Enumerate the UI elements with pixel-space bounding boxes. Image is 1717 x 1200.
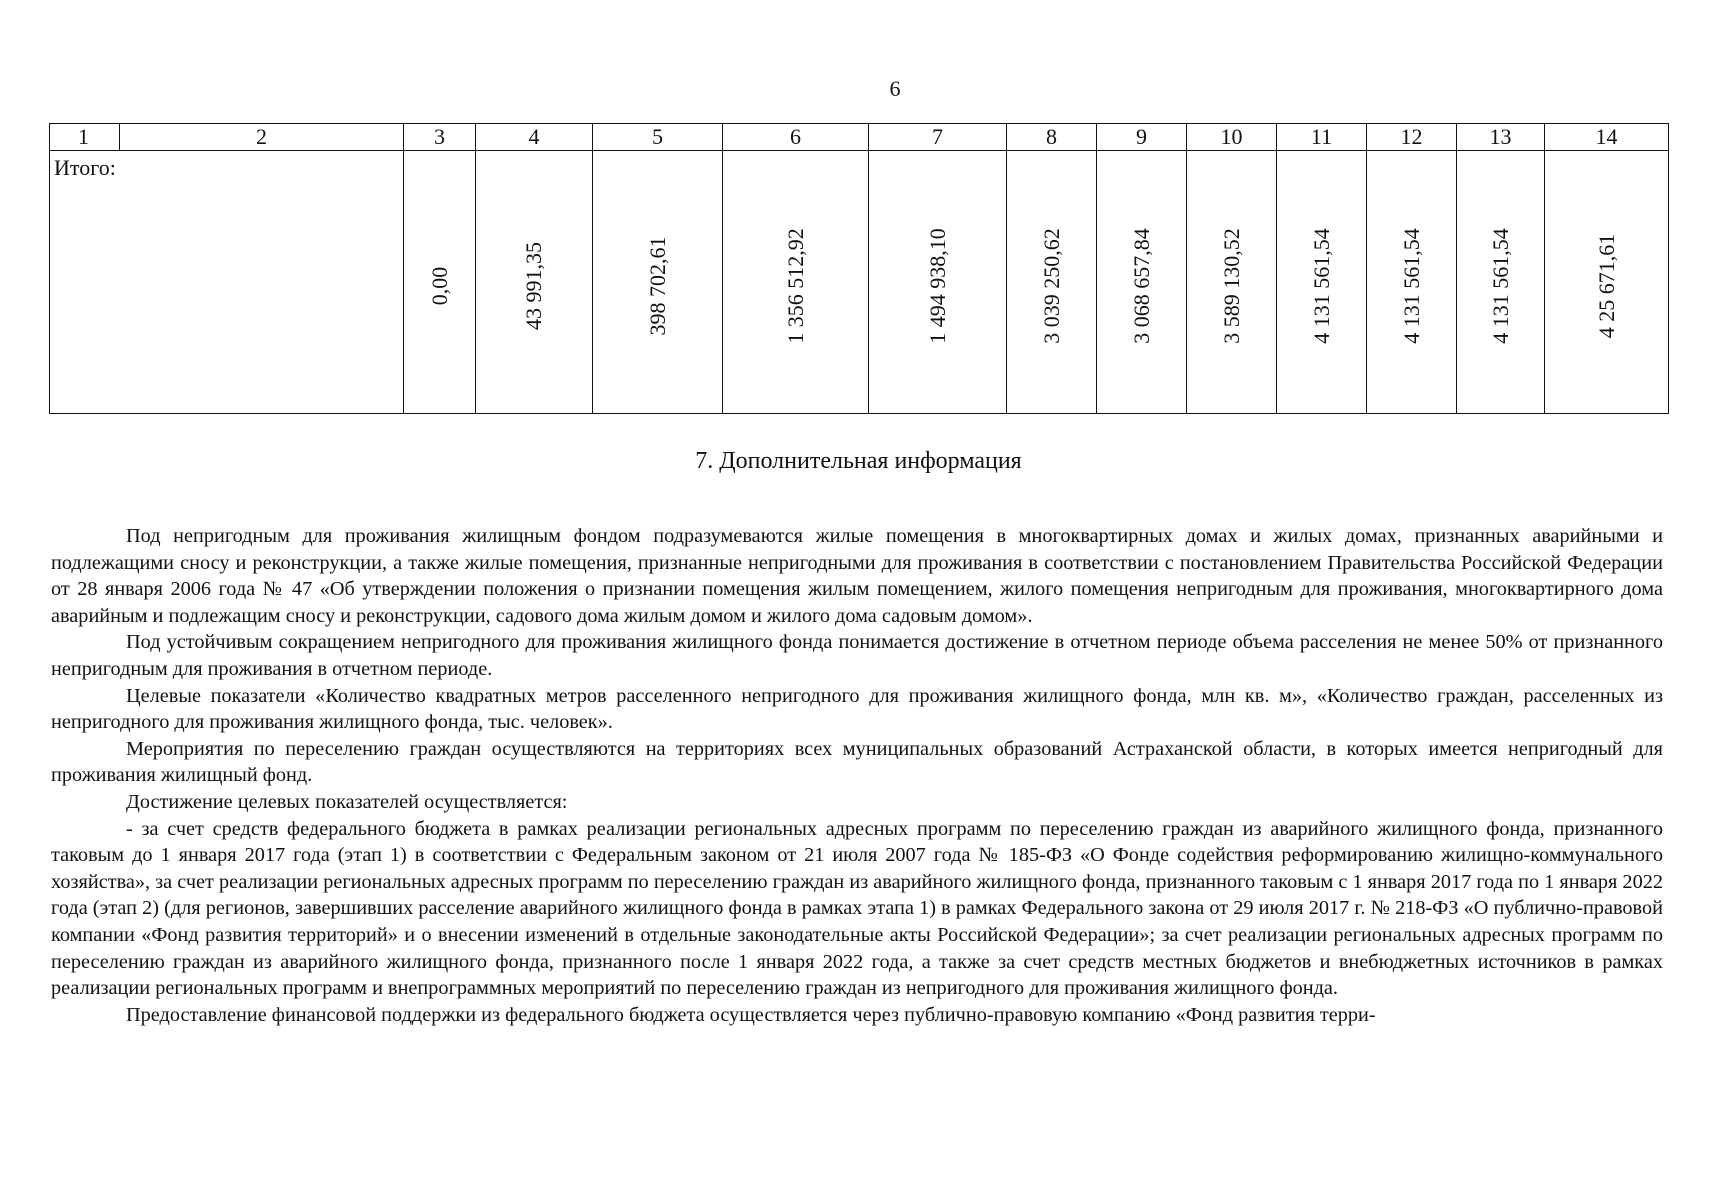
section-title: 7. Дополнительная информация [695, 448, 1022, 474]
body-text [51, 523, 1663, 1028]
column-number: 8 [1007, 124, 1097, 151]
total-value: 4 25 671,61 [1593, 233, 1619, 339]
paragraph: Предоставление финансовой поддержки из федерального бюджета осуществляется через публично-правовую компанию «Фонд развития терри- [126, 1003, 1376, 1026]
total-cell [1367, 151, 1457, 414]
total-value: 0,00 [426, 266, 452, 306]
total-cell [1007, 151, 1097, 414]
total-value: 3 068 657,84 [1128, 228, 1154, 344]
total-cell [723, 151, 869, 414]
total-cell [1187, 151, 1277, 414]
total-row [50, 151, 1669, 414]
column-number: 3 [404, 124, 476, 151]
column-number: 12 [1367, 124, 1457, 151]
total-value: 4 131 561,54 [1308, 228, 1334, 344]
page-number: 6 [889, 76, 901, 101]
column-number: 13 [1457, 124, 1545, 151]
column-number: 6 [723, 124, 869, 151]
paragraph: Под устойчивым сокращением непригодного для проживания жилищного фонда понимается достижение в отчетном периоде объема расселения не менее 50% от признанного непригодным для проживания в отчетном периоде. [51, 631, 1663, 680]
total-value: 1 494 938,10 [924, 228, 950, 344]
total-cell [476, 151, 593, 414]
total-value: 43 991,35 [521, 242, 546, 330]
total-cell [1097, 151, 1187, 414]
total-value: 4 131 561,54 [1487, 228, 1513, 344]
total-label: Итого: [50, 151, 404, 414]
total-value: 3 589 130,52 [1218, 228, 1244, 344]
paragraph: Целевые показатели «Количество квадратных метров расселенного непригодного для проживания жилищного фонда, млн кв. м», «Количество граждан, расселенных из непригодного для проживания жилищного фонда, тыс. человек». [51, 684, 1663, 734]
column-number: 9 [1097, 124, 1187, 151]
total-cell [1277, 151, 1367, 414]
total-cell [1457, 151, 1545, 414]
column-number: 14 [1545, 124, 1669, 151]
column-number: 1 [50, 124, 120, 151]
paragraph: Под непригодным для проживания жилищным фондом подразумеваются жилые помещения в многоквартирных домах и жилых домах, признанных аварийными и подлежащими сносу и реконструкции, а также жилые помещения, признанные непригодными для проживания в соответствии с постановлением Правительства Российской Федерации от 28 января 2006 года № 47 «Об утверждении положения о признании помещения жилым помещением, жилого помещения непригодным для проживания, многоквартирного дома аварийным и подлежащим сносу и реконструкции, садового дома жилым домом и жилого дома садовым домом». [51, 525, 1663, 627]
paragraph: Мероприятия по переселению граждан осуществляются на территориях всех муниципальных образований Астраханской области, в которых имеется непригодный для проживания жилищный фонд. [51, 737, 1663, 787]
total-cell [593, 151, 723, 414]
total-value: 3 039 250,62 [1038, 228, 1064, 344]
column-number: 5 [593, 124, 723, 151]
column-number: 4 [476, 124, 593, 151]
totals-table [49, 123, 1669, 414]
total-value: 398 702,61 [644, 236, 670, 336]
total-cell [869, 151, 1007, 414]
column-number: 11 [1277, 124, 1367, 151]
column-number: 10 [1187, 124, 1277, 151]
total-value: 1 356 512,92 [782, 228, 808, 344]
paragraph: Достижение целевых показателей осуществляется: [126, 790, 568, 813]
total-value: 4 131 561,54 [1398, 228, 1424, 344]
column-number-row [50, 124, 1669, 151]
paragraph: - за счет средств федерального бюджета в рамках реализации региональных адресных программ по переселению граждан из аварийного жилищного фонда, признанного таковым до 1 января 2017 года (этап 1) в соответствии с Федеральным законом от 21 июля 2007 года № 185-ФЗ «О Фонде содействия реформированию жилищно-коммунального хозяйства», за счет реализации региональных адресных программ по переселению граждан из аварийного жилищного фонда, признанного таковым с 1 января 2017 года по 1 января 2022 года (этап 2) (для регионов, завершивших расселение аварийного жилищного фонда в рамках этапа 1) в рамках Федерального закона от 29 июля 2017 г. № 218-ФЗ «О публично-правовой компании «Фонд развития территорий» и о внесении изменений в отдельные законодательные акты Российской Федерации»; за счет реализации региональных адресных программ по переселению граждан из аварийного жилищного фонда, признанного после 1 января 2022 года, а также за счет средств местных бюджетов и внебюджетных источников в рамках реализации региональных программ и внепрограммных мероприятий по переселению граждан из непригодного для проживания жилищного фонда. [51, 817, 1663, 1000]
column-number: 7 [869, 124, 1007, 151]
column-number: 2 [120, 124, 404, 151]
total-cell [404, 151, 476, 414]
total-cell [1545, 151, 1669, 414]
